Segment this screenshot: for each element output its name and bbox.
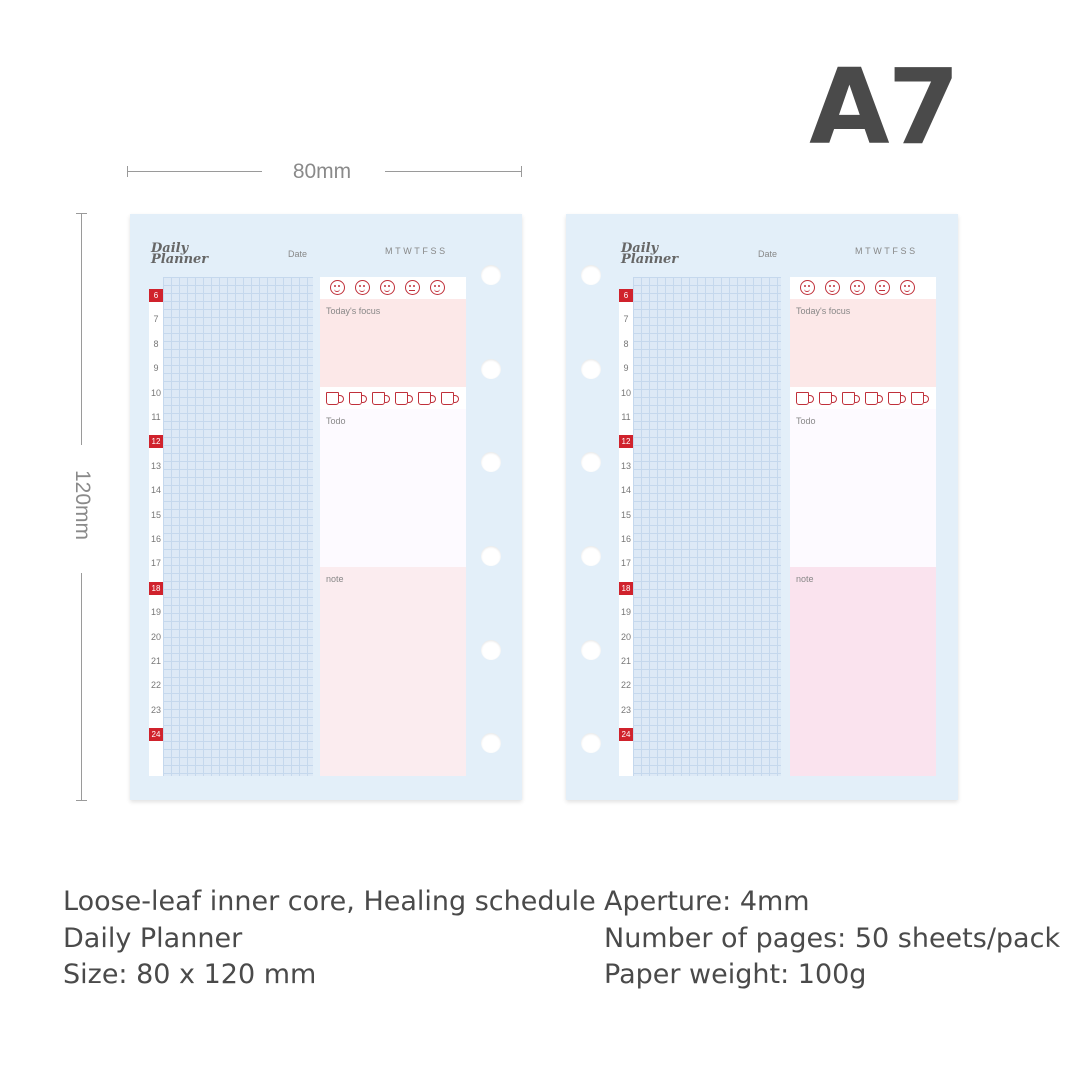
hour-label: 11 <box>151 412 161 422</box>
hour-label: 17 <box>150 558 161 569</box>
hour-label: 24 <box>619 728 633 741</box>
schedule-grid <box>633 277 781 776</box>
binder-hole <box>481 733 501 753</box>
hour-label: 11 <box>621 412 631 422</box>
binder-hole <box>481 640 501 660</box>
hour-label: 22 <box>150 680 161 691</box>
height-label: 120mm <box>71 469 94 541</box>
focus-box <box>320 299 466 387</box>
planner-right-column <box>790 277 936 776</box>
binder-hole <box>581 265 601 285</box>
water-tracker <box>790 387 936 409</box>
hour-label: 6 <box>149 289 163 302</box>
date-label: Date <box>758 249 778 259</box>
cup-icon <box>441 392 454 405</box>
hour-label: 24 <box>149 728 163 741</box>
binder-hole <box>581 452 601 472</box>
hour-label: 21 <box>620 656 631 666</box>
cup-icon <box>865 392 878 405</box>
spec-list-right <box>604 884 1060 994</box>
binder-hole <box>581 546 601 566</box>
hour-label: 18 <box>619 582 633 595</box>
angry-face-icon <box>355 280 370 295</box>
schedule-grid <box>163 277 313 776</box>
height-dimension <box>70 213 94 801</box>
cup-icon <box>819 392 832 405</box>
cup-icon <box>796 392 809 405</box>
planner-brand: Daily Planner <box>621 241 679 267</box>
binder-hole <box>481 265 501 285</box>
hour-label: 19 <box>620 607 631 618</box>
hour-label: 15 <box>150 509 161 520</box>
spec-list-left <box>63 884 596 994</box>
cup-icon <box>842 392 855 405</box>
todo-box <box>790 409 936 567</box>
hour-label: 8 <box>153 338 159 349</box>
binder-hole <box>581 640 601 660</box>
hour-label: 14 <box>620 485 631 496</box>
hour-label: 10 <box>150 387 161 398</box>
happy-face-icon <box>800 280 815 295</box>
hour-label: 13 <box>620 460 631 471</box>
spec-line: Number of pages: 50 sheets/pack <box>604 922 1061 954</box>
hour-label: 12 <box>149 435 163 448</box>
hour-label: 6 <box>619 289 633 302</box>
hour-label: 7 <box>623 314 629 325</box>
binder-hole <box>481 452 501 472</box>
hour-label: 15 <box>620 509 631 520</box>
hour-label: 7 <box>153 314 159 325</box>
spec-line: Daily Planner <box>63 922 243 954</box>
hour-label: 19 <box>150 607 161 618</box>
mood-row <box>320 277 466 299</box>
todo-label: Todo <box>326 416 346 426</box>
todo-label: Todo <box>796 416 816 426</box>
hour-label: 21 <box>150 656 161 666</box>
planner-sheet-right <box>566 214 958 800</box>
hour-label: 18 <box>149 582 163 595</box>
tired-face-icon <box>380 280 395 295</box>
planner-sheet-left <box>130 214 522 800</box>
sleepy-face-icon <box>430 280 445 295</box>
spec-line: Loose-leaf inner core, Healing schedule <box>63 886 596 917</box>
note-box <box>790 567 936 776</box>
cup-icon <box>418 392 431 405</box>
hour-label: 9 <box>623 363 629 374</box>
todo-box <box>320 409 466 567</box>
focus-box <box>790 299 936 387</box>
hour-label: 8 <box>623 338 629 349</box>
hour-label: 17 <box>620 558 631 569</box>
hour-label: 23 <box>620 704 631 715</box>
hour-label: 16 <box>150 534 161 544</box>
hour-label: 16 <box>620 534 631 544</box>
width-dimension <box>127 160 522 184</box>
hour-label: 20 <box>150 631 161 642</box>
angry-face-icon <box>825 280 840 295</box>
neutral-face-icon <box>875 280 890 295</box>
cup-icon <box>326 392 339 405</box>
happy-face-icon <box>330 280 345 295</box>
hour-label: 20 <box>620 631 631 642</box>
neutral-face-icon <box>405 280 420 295</box>
hour-label: 12 <box>619 435 633 448</box>
spec-line: Paper weight: 100g <box>604 959 867 990</box>
mood-row <box>790 277 936 299</box>
note-label: note <box>796 574 814 584</box>
weekday-label: MTWTFSS <box>855 246 918 256</box>
hour-label: 23 <box>150 704 161 715</box>
cup-icon <box>372 392 385 405</box>
hour-label: 22 <box>620 680 631 691</box>
focus-label: Today's focus <box>326 306 381 316</box>
size-badge: A7 <box>809 46 958 168</box>
cup-icon <box>395 392 408 405</box>
binder-hole <box>581 359 601 379</box>
date-label: Date <box>288 249 308 259</box>
planner-right-column <box>320 277 466 776</box>
binder-hole <box>581 733 601 753</box>
hour-label: 9 <box>153 363 159 374</box>
binder-hole <box>481 546 501 566</box>
spec-line: Aperture: 4mm <box>604 886 810 917</box>
hour-column <box>619 289 633 776</box>
note-box <box>320 567 466 776</box>
focus-label: Today's focus <box>796 306 851 316</box>
note-label: note <box>326 574 344 584</box>
water-tracker <box>320 387 466 409</box>
hour-label: 10 <box>620 387 631 398</box>
width-label: 80mm <box>292 160 352 183</box>
spec-line: Size: 80 x 120 mm <box>63 959 317 990</box>
hour-label: 14 <box>150 485 161 496</box>
sleepy-face-icon <box>900 280 915 295</box>
binder-hole <box>481 359 501 379</box>
hour-label: 13 <box>150 460 161 471</box>
weekday-label: MTWTFSS <box>385 246 448 256</box>
planner-brand: Daily Planner <box>151 241 209 267</box>
tired-face-icon <box>850 280 865 295</box>
cup-icon <box>911 392 924 405</box>
cup-icon <box>349 392 362 405</box>
hour-column <box>149 289 163 776</box>
cup-icon <box>888 392 901 405</box>
